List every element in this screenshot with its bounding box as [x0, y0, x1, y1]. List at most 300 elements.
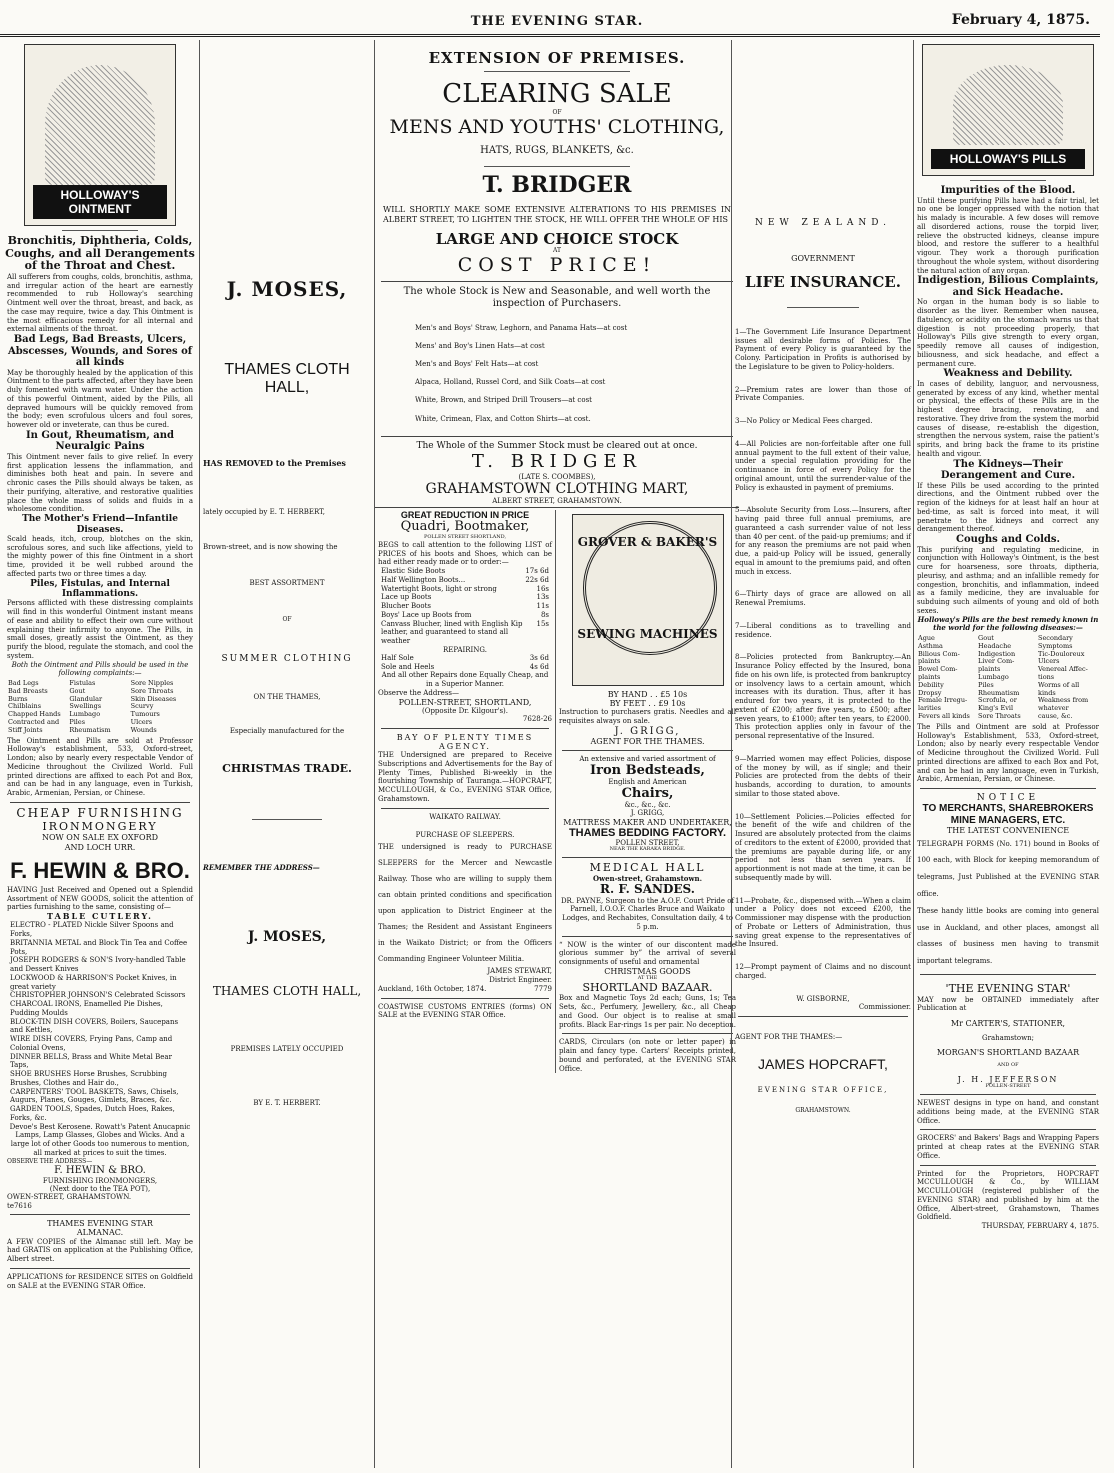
ailment-item: Chilblains: [8, 702, 42, 711]
divider: [381, 808, 549, 809]
ad-text: DR. PAYNE, Surgeon to the A.O.F. Court Pride of Parnell, I.O.O.F. Charles Bruce and Waikato Lodges, and Rechabites, Consultation daily, 4 to 5 p.m.: [560, 896, 735, 931]
ad-subheading: AT THE: [637, 975, 658, 982]
item-name: Canvass Blucher, lined with English Kip leather, and guaranteed to stand all weather: [381, 619, 523, 646]
ad-text: Brown-street, and is now showing the: [203, 542, 338, 551]
item-name: Half Sole: [381, 653, 414, 662]
moses-headline: J. MOSES,: [226, 277, 348, 301]
column-2: [199, 40, 374, 1468]
disease-item: Scrofula, or: [978, 696, 1017, 705]
boot-price-list: [381, 567, 549, 646]
price-row: [381, 654, 549, 663]
insurance-item: 8—Policies protected from Bankruptcy.—An Insurance Policy effected by the Insured, bona fide on his own life, is protected from bankruptcy or insolvency laws to a certain amount, which increases with its duration. Thus, after it has endured for two years, it is protected to the extent of £200; after five years, to £500; after seven years, to £1000; after ten years, to £2000. This protection applies only in favour of the personal representative of the Insured.: [735, 653, 911, 741]
stock-item: Men's and Boys' Straw, Leghorn, and Panama Hats—at cost: [415, 323, 628, 332]
disease-item: Tic-Douloreux: [1038, 649, 1085, 658]
ad-text: “ NOW is the winter of our discontent made glorious summer by” the arrival of several consignments of useful and ornamental: [559, 940, 736, 967]
ad-note: Holloway's Pills are the best remedy known in the world for the following diseases:—: [917, 614, 1099, 633]
stock-list: [415, 319, 699, 428]
divider: [381, 728, 549, 729]
diseases-list: [918, 635, 1098, 721]
disease-item: whatever: [1038, 704, 1069, 713]
divider: [562, 857, 733, 858]
ad-heading: BAY OF PLENTY TIMES AGENCY.: [396, 732, 534, 751]
stock-item: Men's and Boys' Felt Hats—at cost: [415, 360, 539, 369]
ad-text: All sufferers from coughs, colds, bronchitis, asthma, and irregular action of the heart are earnestly recommended to rub Holloway's searching Ointment well over the throat, breast, and back, as the case may require, twice a day. This Ointment is the most efficacious remedy for all internal and external ailments of the throat.: [7, 272, 193, 334]
goods-item: CHARCOAL IRONS, Enamelled Pie Dishes, Pudding Moulds: [10, 1000, 163, 1017]
ad-text: The Pills and Ointment are sold at Professor Holloway's Establishment, 533, Oxford-street, London; also by nearly every respectable Vendor of Medicine throughout the Civilized World. Full printed directions are affixed to each Box and Pot, and can be had in any language, even in Turkish, Arabic, Armenian, Persian, or Chinese.: [917, 722, 1099, 784]
ad-heading: MINE MANAGERS, ETC.: [950, 814, 1066, 826]
ad-heading: THAMES EVENING STAR: [47, 1219, 153, 1229]
cloth-hall-headline: THAMES CLOTH HALL,: [212, 984, 362, 999]
ailment-item: Stiff Joints: [8, 725, 43, 734]
ad-text: The Ointment and Pills are sold at Professor Holloway's establishment, 533, Oxford-street, London; also by nearly every respectable Vendor of Medicine throughout the Civilized World. Full printed directions are affixed to each Pot and Box, and can be had in any language, even in Turkish, Arabic, Armenian, Persian, or Chinese.: [7, 736, 193, 798]
insurance-items: [732, 328, 914, 981]
disease-item: plaints: [978, 665, 1001, 674]
ad-subheading: GOVERNMENT: [791, 254, 855, 264]
stock-item: White, Crimean, Flax, and Cotton Shirts—at cost.: [415, 414, 591, 423]
divider: [920, 1094, 1096, 1095]
ad-subheading: EVENING STAR OFFICE,: [757, 1085, 889, 1094]
ad-date: Auckland, 16th October, 1874.: [378, 984, 487, 993]
ailment-item: Fistulas: [69, 679, 96, 688]
disease-item: Worms of all: [1038, 680, 1080, 689]
ad-heading: ALMANAC.: [76, 1228, 124, 1238]
ad-heading: 'THE EVENING STAR': [945, 981, 1071, 995]
disease-item: Female Irregu-: [918, 696, 968, 705]
divider: [920, 974, 1096, 975]
insurance-item: 12—Prompt payment of Claims and no discount charged.: [735, 963, 911, 980]
ad-subheading: GRAHAMSTOWN.: [795, 1106, 851, 1114]
ad-subheading: OF: [552, 109, 562, 117]
ad-text: GROCERS' and Bakers' Bags and Wrapping Papers printed at cheap rates at the EVENING STAR Office.: [917, 1134, 1099, 1160]
item-name: Lace up Boots: [381, 593, 432, 602]
disease-item: Weakness from: [1038, 696, 1089, 705]
stock-item: Mens' and Boy's Linen Hats—at cost: [415, 341, 545, 350]
bridger-headline: T. BRIDGER: [482, 172, 632, 199]
ad-subheading: MATTRESS MAKER AND UNDERTAKER,: [563, 817, 732, 827]
ad-subheading: TABLE CUTLERY.: [47, 911, 153, 922]
ad-subheading: AND OF: [997, 1062, 1019, 1069]
ad-subheading: AGENT FOR THE THAMES.: [590, 737, 705, 747]
ailment-item: Glandular: [69, 694, 103, 703]
ailment-item: Rheumatism: [69, 725, 111, 734]
ad-note: Both the Ointment and Pills should be used in the following complaints:—: [11, 660, 189, 678]
disease-item: Indigestion: [978, 649, 1016, 658]
address: POLLEN STREET,: [615, 839, 680, 848]
ad-heading: NEW ZEALAND.: [755, 218, 891, 228]
ad-subheading: MORGAN'S SHORTLAND BAZAAR: [936, 1048, 1080, 1058]
disease-item: plaints: [918, 672, 941, 681]
column-1: [4, 40, 196, 1468]
newspaper-title: THE EVENING STAR.: [470, 14, 644, 29]
ad-text: HAVING Just Received and Opened out a Splendid Assortment of NEW GOODS, solicit the attention of parties furnishing to the same, consisting of—: [7, 885, 193, 912]
address: POLLEN-STREET, SHORTLAND,: [398, 697, 532, 707]
divider: [970, 180, 1045, 181]
ailment-item: Bad Breasts: [8, 686, 48, 695]
signature-title: District Engineer.: [489, 976, 552, 985]
ad-text: COASTWISE CUSTOMS ENTRIES (forms) ON SALE at the EVENING STAR Office.: [378, 1002, 552, 1020]
ad-text: No organ in the human body is so liable to disorder as the liver. Remember when nausea, flatulency, or acidity on the stomach warns us that digestion is not proceeding properly, that Holloway's Pills give strength to every organ, speedily remove all causes of indigestion, biliousness, and sick headache, and effect a permanent cure.: [917, 298, 1099, 368]
ad-text: These handy little books are coming into general use in Auckland, and other places, amongst all classes of business men having to transmit important telegrams.: [917, 906, 1099, 966]
ad-text: TELEGRAPH FORMS (No. 171) bound in Books of 100 each, with Block for keeping memorandum of telegrams, Just Published at the EVENING STAR office.: [917, 839, 1099, 898]
ad-text: And all other Repairs done Equally Cheap, and in a Superior Manner.: [381, 671, 549, 689]
insurance-item: 1—The Government Life Insurance Department issues all desirable forms of Policies. The Payment of every Policy is guaranteed by the Colony. Participation in Profits is authorised by the Legislature to be given to Policy-holders.: [735, 327, 911, 371]
logo-label: HOLLOWAY'S OINTMENT: [33, 185, 167, 219]
ad-heading: Bad Legs, Bad Breasts, Ulcers, Abscesses, Wounds, and Sores of all kinds: [7, 334, 193, 369]
ad-heading: The Kidneys—Their Derangement and Cure.: [940, 458, 1076, 481]
holloway-pills-logo: [922, 44, 1094, 176]
logo-label: HOLLOWAY'S PILLS: [931, 149, 1085, 169]
goods-item: BLOCK-TIN DISH COVERS, Boilers, Saucepans and Kettles,: [10, 1017, 179, 1035]
ad-heading: JAMES HOPCRAFT,: [758, 1055, 888, 1072]
ad-subheading: REPAIRING.: [443, 645, 487, 654]
disease-item: Ulcers: [1038, 657, 1060, 666]
ad-subheading: HATS, RUGS, BLANKETS, &c.: [480, 144, 634, 156]
price-row: [381, 576, 549, 585]
ad-text: Until these purifying Pills have had a fair trial, let no one be longer oppressed with the notion that his malady is incurable. A few doses will remove all disordered actions, rouse the torpid liver, relieve the obstructed kidneys, cleanse impure blood, and restore the sufferer to a healthful vigour. They work a thorough purification throughout the whole system, without disordering the natural action of any organ.: [917, 196, 1099, 275]
disease-item: Debility: [918, 680, 944, 689]
ad-heading: SHORTLAND BAZAAR.: [582, 980, 713, 994]
life-insurance-headline: LIFE INSURANCE.: [745, 272, 901, 291]
ailment-item: Sore Throats: [130, 686, 174, 695]
signature: JAMES STEWART,: [487, 967, 552, 976]
ad-subheading: PREMISES LATELY OCCUPIED: [230, 1044, 344, 1053]
ailment-item: Burns: [8, 694, 28, 703]
imprint-text: Printed for the Proprietors, HOPCRAFT MCCULLOUGH & Co., by WILLIAM MCCULLOUGH (registered publisher of the EVENING STAR) and published by him at the Office, Albert-street, Grahamstown, Thames Goldfield.: [917, 1169, 1099, 1222]
divider: [381, 998, 549, 999]
bridger-headline: T. BRIDGER: [471, 451, 643, 473]
ad-subheading: BY E. T. HERBERT.: [253, 1098, 321, 1107]
goods-item: SHOE BRUSHES Horse Brushes, Scrubbing Brushes, Clothes and Hair do.,: [10, 1070, 167, 1087]
divider: [62, 230, 139, 231]
ad-heading: Piles, Fistulas, and Internal Inflammations.: [30, 578, 170, 599]
insurance-item: 10—Settlement Policies.—Policies effected for the benefit of the wife and children of the Insured are absolutely protected from the claims of creditors to the extent of £2000, provided that the premiums are payable during life, or any period not less than seven years. If apportionment is not made at the time, it can be subsequently made by will.: [735, 812, 911, 882]
price-row: [381, 663, 549, 672]
repair-price-list: [381, 654, 549, 672]
ad-text: In cases of debility, languor, and nervousness, generated by excess of any kind, whether mental or physical, the effects of these Pills are in the highest degree bracing, renovating, and restorative. They drive from the system the morbid causes of disease, re-establish the digestion, strengthen the nervous system, raise the patient's spirits, and bring back the frame to its pristine health and vigour.: [917, 379, 1099, 458]
ad-heading: TO MERCHANTS, SHAREBROKERS: [922, 803, 1094, 815]
item-price: 22s 6d: [525, 575, 549, 584]
disease-item: kinds: [1038, 688, 1056, 697]
ailment-item: Chapped Hands: [8, 710, 61, 719]
disease-item: Piles: [978, 680, 994, 689]
ad-text: AGENT FOR THE THAMES:—: [735, 1033, 843, 1042]
disease-item: Venereal Affec-: [1038, 665, 1088, 674]
ad-text: CARDS, Circulars (on note or letter paper) in plain and fancy type. Carters' Receipts printed, bound and perforated, at the EVENING STAR Office.: [559, 1038, 736, 1073]
seated-figure-illustration: [45, 65, 155, 185]
ailment-item: Skin Diseases: [130, 694, 177, 703]
item-price: 16s: [536, 584, 549, 593]
ad-heading: THAMES BEDDING FACTORY.: [568, 826, 727, 839]
ad-text: THE Undersigned are prepared to Receive Subscriptions and Advertisements for the Bay of Plenty Times, Published Bi-weekly in the flourishing Township of Tauranga.—HOPCRAFT, MCCULLOUGH, & Co., EVENING STAR Office, Grahamstown.: [378, 751, 552, 803]
imprint-date: THURSDAY, FEBRUARY 4, 1875.: [981, 1222, 1099, 1231]
ailment-item: Scurvy: [130, 702, 154, 711]
ad-heading: J. GRIGG,: [614, 725, 681, 737]
ad-heading: Weakness and Debility.: [943, 368, 1073, 380]
item-name: Blucher Boots: [381, 602, 432, 611]
goods-item: LOCKWOOD & HARRISON'S Pocket Knives, in great variety: [10, 973, 177, 991]
item-price: 17s 6d: [525, 567, 549, 576]
ad-heading: PURCHASE OF SLEEPERS.: [415, 830, 515, 839]
divider: [920, 1129, 1096, 1130]
ad-subheading: SUMMER CLOTHING: [221, 654, 353, 665]
disease-item: Asthma: [918, 641, 943, 650]
ailment-item: Swellings: [69, 702, 102, 711]
price-row: [381, 602, 549, 611]
divider: [562, 936, 733, 937]
ad-heading: The Mother's Friend—Infantile Diseases.: [22, 514, 178, 535]
cloth-hall-headline: THAMES CLOTH HALL,: [224, 361, 350, 397]
goods-item: BRITANNIA METAL and Block Tin Tea and Coffee Pots,: [10, 938, 188, 956]
ad-subheading: (Next door to the TEA POT),: [49, 1184, 151, 1193]
divider: [381, 436, 733, 437]
disease-item: Secondary: [1038, 634, 1073, 642]
disease-item: Sore Throats: [978, 711, 1021, 720]
ad-heading: MEDICAL HALL: [589, 861, 706, 875]
disease-item: Gout: [978, 634, 994, 642]
ailment-item: Contracted and: [8, 718, 60, 727]
ad-heading: Chairs,: [621, 785, 674, 801]
insurance-item: 11—Probate, &c., dispensed with.—When a claim under a Policy does not exceed £200, the Commissioner may dispense with the production of Probate or Letters of Administration, thus saving great expense to the representatives of the Insured.: [735, 896, 911, 949]
ad-text: Observe the Address—: [378, 688, 460, 697]
insurance-item: 7—Liberal conditions as to travelling and residence.: [735, 621, 911, 639]
divider: [10, 1268, 190, 1269]
ad-text: WILL SHORTLY MAKE SOME EXTENSIVE ALTERATIONS TO HIS PREMISES IN ALBERT STREET, TO LIGHTEN THE STOCK, HE WILL OFFER THE WHOLE OF HIS: [383, 204, 731, 224]
divider: [562, 750, 733, 751]
insurance-item: 9—Married women may effect Policies, dispose of the money by will, as if single; and their Policies are protected from the debts of their husbands, according to duration, to amounts similar to those stated above.: [735, 754, 911, 798]
ad-subheading: Especially manufactured for the: [229, 726, 345, 735]
ad-ref: te7616: [7, 1201, 32, 1210]
ad-text: APPLICATIONS for RESIDENCE SITES on Goldfield on SALE at the EVENING STAR Office.: [7, 1272, 193, 1290]
ad-text: BEGS to call attention to the following LIST of PRICES of his boots and Shoes, which can be had either ready made or to order:—: [378, 540, 552, 567]
ad-heading: CHEAP FURNISHING: [16, 805, 184, 820]
holloway-ointment-logo: [24, 44, 176, 226]
ad-text: Box and Magnetic Toys 2d each; Guns, 1s; Tea Sets, &c., Perfumery, Jewellery, &c., all Cheap and Good. Our object is to realise at small profits. Black Ear-rings 1s per pair. No deception.: [559, 994, 737, 1029]
disease-item: plaints: [918, 657, 941, 666]
ad-heading: WAIKATO RAILWAY.: [429, 812, 501, 821]
ad-text: If these Pills be used according to the printed directions, and the Ointment rubbed over the region of the kidneys for at least half an hour at bed-time, as salt is forced into meat, it will penetrate to the kidneys and correct any derangement thereof.: [917, 481, 1099, 534]
ailment-item: Wounds: [130, 725, 157, 734]
goods-item: CHRISTOPHER JOHNSON'S Celebrated Scissors: [10, 991, 186, 1000]
disease-item: Symptoms: [1038, 641, 1073, 650]
disease-item: Rheumatism: [978, 688, 1020, 697]
sewing-machine-ad: [556, 510, 739, 1074]
ad-subheading: Grahamstown;: [982, 1034, 1034, 1043]
ad-subheading: THE LATEST CONVENIENCE: [946, 826, 1070, 836]
divider: [787, 307, 860, 308]
address: Owen-street, Grahamstown.: [592, 873, 703, 883]
address: (Opposite Dr. Kilgour's).: [421, 706, 509, 715]
ailment-item: Ulcers: [130, 718, 153, 727]
ad-heading: LARGE AND CHOICE STOCK: [435, 229, 679, 248]
ad-text: NEWEST designs in type on hand, and constant additions being made, at the EVENING STAR Office.: [917, 1099, 1099, 1125]
hewin-headline: F. HEWIN & BRO.: [10, 857, 190, 883]
ad-subheading: ON THE THAMES,: [253, 692, 321, 701]
masthead: [0, 0, 1114, 36]
item-price: 3s 6d: [529, 653, 549, 662]
divider: [920, 788, 1096, 789]
ad-subheading: FURNISHING IRONMONGERS,: [42, 1176, 158, 1185]
item-name: Sole and Heels: [381, 662, 435, 671]
address: NEAR THE KARAKA BRIDGE.: [609, 846, 686, 853]
item-name: Watertight Boots, light or strong: [381, 584, 497, 593]
ad-heading: EXTENSION OF PREMISES.: [428, 49, 686, 67]
divider: [738, 1016, 908, 1017]
goods-list: [10, 921, 190, 1122]
divider: [10, 1214, 190, 1215]
bootmaker-ad: [375, 510, 556, 1074]
ad-subheading: J. H. JEFFERSON: [957, 1075, 1059, 1085]
divider: [252, 819, 322, 820]
ad-text: Devoe's Best Kerosene. Rowatt's Patent Anucapnic Lamps, Lamp Glasses, Globes and Wicks. And a large lot of other Goods too numerous to mention, all marked at prices to suit the times.: [9, 1122, 191, 1157]
ad-text: This purifying and regulating medicine, in conjunction with Holloway's Ointment, is the best cure for hoarseness, sore throats, diptheria, pleurisy, and asthma; and an infallible remedy for congestion, bronchitis, and inflammation, indeed as a family medicine, they are invaluable for subduing such ailments of young and old of both sexes.: [917, 545, 1099, 615]
ad-text: THE undersigned is ready to PURCHASE SLEEPERS for the Mercer and Newcastle Railway. Those who are willing to supply them can obtain printed conditions and specification upon application to District Engineer at the Thames; the Resident and Assistant Engineers in the Waikato District; or from the Officers Commanding Engineer Volunteer Militia.: [378, 842, 552, 964]
ad-subheading: Mr CARTER'S, STATIONER,: [950, 1019, 1066, 1029]
masthead-rule: [0, 34, 1100, 37]
disease-item: larities: [918, 704, 942, 713]
item-price: 4s 6d: [529, 662, 549, 671]
disease-item: cause, &c.: [1038, 711, 1073, 720]
ailment-item: Gout: [69, 686, 86, 695]
observe-label: OBSERVE THE ADDRESS—: [7, 1157, 93, 1165]
ad-text: The whole Stock is New and Seasonable, and well worth the inspection of Purchasers.: [403, 285, 711, 310]
insurance-item: 5—Absolute Security from Loss.—Insurers, after having paid three full annual premiums, are guaranteed a cash surrender value of not less than 40 per cent. of the paid-up premiums; and if for any reason the premiums are not paid when due, a paid-up Policy will be issued, generally equal in amount to the premiums paid, and often much in excess.: [735, 506, 911, 576]
ad-subheading: NOW ON SALE EX OXFORD: [41, 833, 159, 843]
price-row: [381, 620, 549, 646]
ad-text: An extensive and varied assortment of: [579, 755, 716, 764]
ad-ref: 7628-26: [522, 714, 552, 723]
ad-heading: GRAHAMSTOWN CLOTHING MART,: [425, 480, 689, 497]
item-name: Elastic Side Boots: [381, 567, 446, 576]
ad-text: May be thoroughly healed by the application of this Ointment to the parts affected, after they have been duly fomented with warm water. Under the action of this powerful Ointment, aided by the Pills, all depraved humours will be quickly removed from the body; even scrofulous ulcers and foul sores, however old or inveterate, can thus be cured.: [7, 368, 193, 430]
goods-item: DINNER BELLS, Brass and White Metal Bear Taps,: [10, 1052, 172, 1070]
address: POLLEN-STREET: [985, 1083, 1031, 1090]
ad-heading: R. F. SANDES.: [600, 881, 695, 896]
stock-item: White, Brown, and Striped Drill Trousers—at cost: [415, 396, 592, 405]
ad-heading: Impurities of the Blood.: [940, 185, 1076, 196]
signature-title: Commissioner.: [858, 1003, 911, 1012]
divider: [920, 1165, 1096, 1166]
ad-subheading: ALBERT STREET, GRAHAMSTOWN.: [492, 496, 622, 505]
divider: [562, 1033, 733, 1034]
ad-text: Scald heads, itch, croup, blotches on the skin, scrofulous sores, and such like affections, yield to the mighty power of this fine Ointment in a short time, provided it be well rubbed around the affected parts two or three times a day.: [7, 534, 193, 578]
insurance-item: 6—Thirty days of grace are allowed on all Renewal Premiums.: [735, 590, 911, 608]
address: OWEN-STREET, GRAHAMSTOWN.: [7, 1192, 132, 1201]
price-row: [381, 567, 549, 576]
disease-item: King's Evil: [978, 704, 1014, 713]
disease-item: Ague: [918, 634, 935, 642]
disease-item: Bowel Com-: [918, 665, 958, 674]
ad-ref: 7779: [534, 984, 552, 993]
ad-text: HAS REMOVED to the Premises: [203, 457, 346, 468]
ad-heading: Quadri, Bootmaker,: [400, 519, 530, 535]
item-name: Boys' Lace up Boots from: [381, 610, 472, 619]
disease-item: Headache: [978, 641, 1012, 650]
issue-date: February 4, 1875.: [951, 12, 1090, 28]
emblem-illustration: [953, 65, 1063, 145]
ailment-item: Piles: [69, 718, 86, 727]
ad-heading: CHRISTMAS TRADE.: [222, 761, 352, 775]
ad-heading: MENS AND YOUTHS' CLOTHING,: [389, 116, 725, 139]
column-3: [374, 40, 739, 1468]
goods-item: WIRE DISH COVERS, Frying Pans, Camp and Colonial Ovens,: [10, 1035, 173, 1052]
item-name: Half Wellington Boots...: [381, 575, 466, 584]
price-row: [381, 585, 549, 594]
insurance-item: 2—Premium rates are lower than those of Private Companies.: [735, 385, 911, 403]
item-price: 8s: [540, 610, 549, 619]
goods-item: GARDEN TOOLS, Spades, Dutch Hoes, Rakes, Forks, &c.: [10, 1105, 175, 1122]
moses-headline: J. MOSES,: [247, 929, 327, 946]
ailment-item: Tumours: [130, 710, 160, 719]
sewing-machine-emblem: [572, 514, 724, 686]
goods-item: CARPENTERS' TOOL BASKETS, Saws, Chisels, Augurs, Planes, Gouges, Gimlets, Braces, &c.: [10, 1087, 179, 1105]
disease-item: Lumbago: [978, 672, 1009, 681]
cost-price-headline: COST PRICE!: [457, 253, 657, 276]
ad-subheading: (LATE S. COOMBES),: [518, 472, 596, 481]
insurance-item: 3—No Policy or Medical Fees charged.: [735, 417, 873, 426]
goods-item: ELECTRO - PLATED Nickle Silver Spoons and Forks,: [10, 921, 174, 939]
ad-subheading: POLLEN STREET SHORTLAND,: [423, 534, 507, 541]
ailments-list: [8, 680, 192, 735]
column-4: [731, 40, 914, 1468]
ad-subheading: CHRISTMAS GOODS: [604, 966, 691, 976]
ad-text: MAY now be OBTAINED immediately after Publication at: [917, 995, 1099, 1013]
clearing-sale-headline: CLEARING SALE: [442, 79, 672, 110]
ad-heading: Coughs and Colds.: [955, 534, 1061, 545]
ad-text: REMEMBER THE ADDRESS—: [203, 863, 320, 873]
disease-item: Dropsy: [918, 688, 942, 697]
signature: W. GISBORNE,: [796, 994, 850, 1003]
ad-text: lately occupied by E. T. HERBERT,: [203, 507, 325, 516]
disease-item: Liver Com-: [978, 657, 1015, 666]
price-row: [381, 611, 549, 620]
ad-subheading: English and American: [608, 778, 687, 787]
ad-heading: GREAT REDUCTION IN PRICE: [400, 509, 530, 520]
ad-heading: IRONMONGERY: [42, 819, 158, 833]
price-line: BY HAND . . £5 10s: [607, 689, 688, 699]
ailment-item: Sore Nipples: [130, 679, 174, 688]
goods-item: JOSEPH RODGERS & SON'S Ivory-handled Table and Dessert Knives: [10, 956, 186, 974]
ad-heading: Bronchitis, Diphtheria, Colds, Coughs, and all Derangements of the Throat and Chest.: [5, 234, 195, 273]
column-5: [913, 40, 1102, 1468]
ad-text: This Ointment never fails to give relief. In every first application lessens the inflammation, and diminishes both heat and pain. In severe and chronic cases the Pills should always be taken, as their purifying, alterative, and restorative qualities place the whole mass of solids and fluids in a wholesome condition.: [7, 452, 193, 514]
ad-subheading: &c., &c., &c.: [624, 801, 671, 810]
disease-item: Fevers all kinds: [918, 711, 970, 720]
ailment-item: Lumbago: [69, 710, 101, 719]
ad-subheading: OF: [282, 616, 292, 624]
stock-item: Alpaca, Holland, Russel Cord, and Silk Coats—at cost: [415, 378, 606, 387]
ad-text: The Whole of the Summer Stock must be cleared out at once.: [416, 440, 698, 451]
divider: [381, 281, 733, 282]
price-line: BY FEET . . £9 10s: [609, 699, 686, 709]
ad-text: A FEW COPIES of the Almanac still left. May be had GRATIS on application at the Publishing Office, Albert street.: [7, 1237, 193, 1264]
disease-item: Bilious Com-: [918, 649, 960, 658]
ad-heading: In Gout, Rheumatism, and Neuralgic Pains: [25, 429, 175, 453]
ad-heading: Indigestion, Bilious Complaints, and Sick Headache.: [917, 275, 1099, 298]
divider: [10, 802, 190, 803]
insurance-item: 4—All Policies are non-forfeitable after one full annual payment to the full extent of their value, under a special regulation providing for the continuance in force of every Policy for the original amount, until the surrender-value of the Policy is exhausted in payment of premiums.: [735, 439, 911, 492]
item-price: 13s: [536, 593, 549, 602]
price-row: [381, 593, 549, 602]
divider: [484, 166, 630, 167]
ad-subheading: BEST ASSORTMENT: [249, 579, 325, 588]
ad-text: Instruction to purchasers gratis. Needles and all requisites always on sale.: [559, 708, 736, 726]
ailment-item: Bad Legs: [8, 679, 39, 688]
emblem-top-text: GROVER & BAKER'S: [577, 534, 718, 549]
ad-text: Persons afflicted with these distressing complaints will find in this wonderful Ointment instant means of ease and ability to effect their own cure without explaining their infirmity to anyone. The Pills, in small doses, greatly assist the Ointment, as they purify the blood, regulate the stomach, and cool the system.: [7, 599, 193, 660]
item-price: 11s: [536, 602, 549, 611]
disease-item: tions: [1038, 672, 1055, 681]
ad-subheading: AND LOCH URR.: [64, 842, 136, 852]
